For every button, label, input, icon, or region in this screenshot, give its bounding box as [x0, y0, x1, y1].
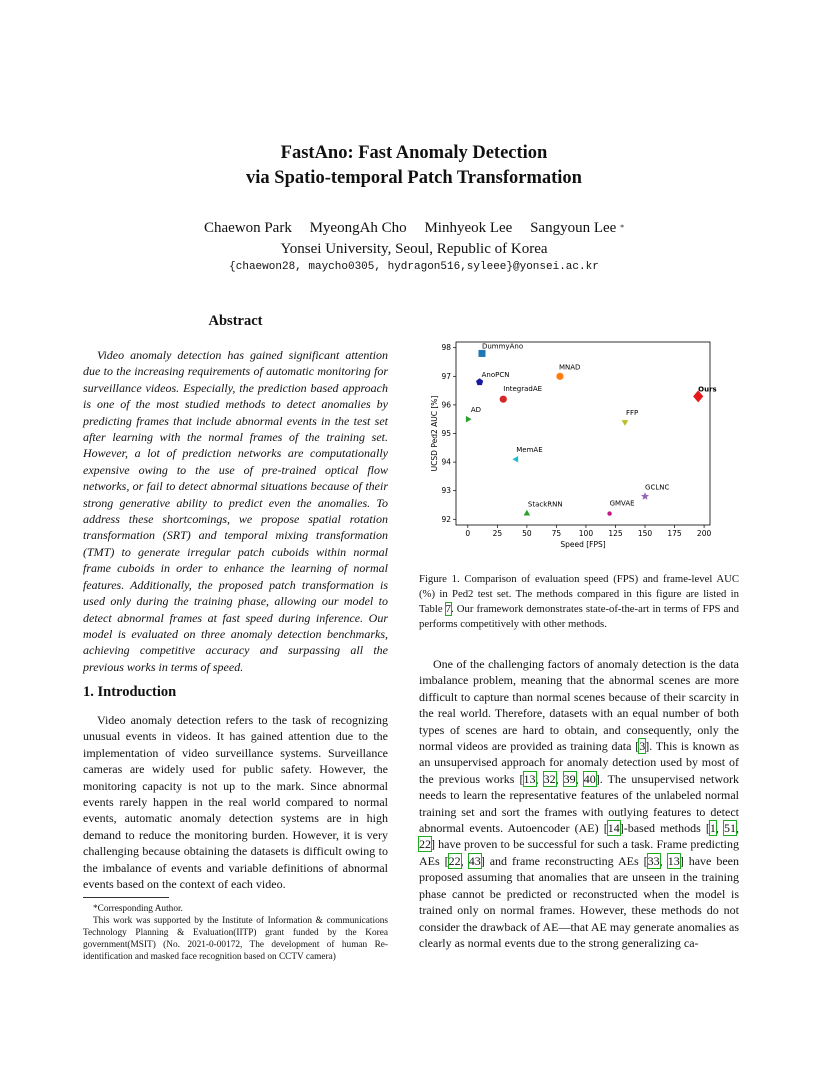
author-block: [0, 218, 828, 260]
x-tick-label: 25: [492, 529, 503, 538]
point-ours-label: Ours: [698, 385, 717, 394]
x-tick-label: 75: [551, 529, 562, 538]
x-tick-label: 100: [578, 529, 594, 538]
author-1: Chaewon Park: [203, 220, 292, 236]
citation-link[interactable]: 39: [563, 771, 576, 786]
point-gmvae-label: GMVAE: [609, 499, 635, 508]
y-tick-label: 92: [441, 514, 451, 524]
chart-marks: [466, 342, 717, 515]
citation-link[interactable]: 13: [667, 853, 680, 868]
citation-link[interactable]: 3: [639, 739, 646, 754]
y-tick-label: 93: [441, 486, 451, 496]
point-memae-marker: [512, 456, 518, 463]
point-gclnc-label: GCLNC: [645, 483, 670, 492]
point-ad-marker: [466, 416, 472, 423]
point-integradae-label: IntegradAE: [503, 385, 543, 394]
title-line-2: via Spatio-temporal Patch Transformation: [246, 168, 582, 188]
x-tick-label: 200: [696, 529, 712, 538]
point-mnad-label: MNAD: [558, 363, 581, 372]
corresponding-mark: *: [620, 223, 625, 232]
x-tick-label: 0: [465, 529, 471, 538]
point-gclnc-marker: [641, 492, 649, 500]
citation-link[interactable]: 33: [647, 853, 660, 868]
point-gmvae-marker: [607, 511, 611, 515]
footnotes: [83, 903, 388, 963]
introduction-text: Video anomaly detection refers to the task of recognizing unusual events in videos. It has gained attention due to the implementation of video surveillance systems. Surveillance cameras are widely used for public safety. However, the monitoring capacity is not up to the mark. Since abnormal events rarely happen in the real world compared to normal events, automatic anomaly detection systems are in high demand to reduce the monitoring burden. However, it is very challenging because obtaining the datasets is difficult owing to the imbalance of events and variable definitions of abnormal events based on the context of each video.: [83, 713, 388, 892]
speed-auc-scatter-chart: [428, 336, 728, 558]
title-line-1: FastAno: Fast Anomaly Detection: [280, 143, 548, 163]
table-ref-link[interactable]: 7: [445, 603, 452, 615]
citation-link[interactable]: 51: [724, 821, 736, 836]
citation-link[interactable]: 43: [468, 853, 481, 868]
point-memae-label: MemAE: [516, 446, 543, 455]
chart-x-axis-label: Speed [FPS]: [560, 540, 606, 549]
author-list: [0, 218, 828, 239]
introduction-heading: 1. Introduction: [83, 684, 177, 700]
citation-link[interactable]: 14: [607, 821, 620, 836]
abstract-heading: Abstract: [208, 313, 263, 329]
y-tick-label: 95: [441, 429, 451, 438]
citation-link[interactable]: 1: [709, 821, 716, 836]
x-tick-label: 50: [522, 529, 532, 538]
figure-1-caption: Figure 1. Comparison of evaluation speed (FPS) and frame-level AUC (%) in Ped2 test set. The methods compared in this figure are listed in Table 7. Our framework demonstrates state-of-the-art in terms of FPS and performs competitively with other methods.: [419, 573, 739, 630]
citation-link[interactable]: 22: [419, 837, 431, 852]
point-stackrnn-marker: [524, 510, 531, 516]
point-dummyano-marker: [478, 350, 485, 357]
chart-frame: [456, 342, 710, 525]
point-ffp-marker: [622, 420, 629, 426]
abstract-text: Video anomaly detection has gained significant attention due to the increasing requirements of automatic monitoring for surveillance videos. Especially, the prediction based approach is one of the most studied methods to detect anomalies by predicting frames that include abnormal events in the test set after learning with the normal frames of the training set. However, a lot of prediction networks are computationally expensive owing to the use of pre-trained optical flow networks, or fail to detect abnormal situations because of their strong generative ability to predict even the anomalies. To address these shortcomings, we propose spatial rotation transformation (SRT) and temporal mixing transformation (TMT) to generate irregular patch cuboids within normal frame cuboids in order to enhance the learning of normal features. Additionally, the proposed patch transformation is used only during the training phase, allowing our model to detect abnormal frames at fast speed during inference. Our model is evaluated on three anomaly detection benchmarks, achieving competitive accuracy and surpassing all the previous works in terms of speed.: [83, 348, 388, 674]
point-mnad-marker: [556, 373, 563, 380]
y-tick-label: 94: [441, 457, 451, 467]
right-column-text: One of the challenging factors of anomaly detection is the data imbalance problem, meaning that the abnormal scenes are more difficult to capture than normal scenes because of their scarcity in the real world. Therefore, datasets with an equal number of both types of scenes are hard to obtain, and consequently, only the normal videos are provided as training data [3]. This is known as an unsupervised approach for anomaly detection used by most of the previous works [13, 32, 39, 40]. The unsupervised network needs to learn the representative features of the unlabeled normal training set and sort the frames with outlying features to detect abnormal events. Autoencoder (AE) [14]-based methods [1, 51, 22] have proven to be successful for such a task. Frame predicting AEs [22, 43] and frame reconstructing AEs [33, 13] have been proposed assuming that anomalies that are unseen in the training phase cannot be predicted or reconstructed when the model is trained only on normal frames. However, these methods do not consider the drawback of AE—that AE may generate anomalies as clearly as normal events due to the strong generalizing ca-: [419, 657, 740, 950]
point-ad-label: AD: [470, 406, 482, 415]
author-emails: {chaewon28, maycho0305, hydragon516,syleee}@yonsei.ac.kr: [229, 261, 599, 273]
y-tick-label: 98: [441, 343, 451, 353]
point-stackrnn-label: StackRNN: [527, 500, 563, 509]
author-2: MyeongAh Cho: [309, 220, 407, 236]
citation-link[interactable]: 22: [448, 853, 461, 868]
citation-link[interactable]: 13: [523, 771, 536, 786]
footnote-funding: This work was supported by the Institute of Information & communications Technology Planning & Evaluation(IITP) grant funded by the Korea government(MSIT) (No. 2021-0-00172, The development of human Re-identification and masked face recognition based on CCTV camera): [83, 916, 388, 962]
author-3: Minhyeok Lee: [424, 220, 513, 236]
x-tick-label: 150: [637, 529, 653, 538]
paper-title: [0, 141, 828, 191]
point-integradae-marker: [500, 396, 507, 403]
footnote-corresponding: *Corresponding Author.: [93, 904, 183, 914]
point-anopcn-label: AnoPCN: [481, 371, 510, 380]
affiliation: Yonsei University, Seoul, Republic of Korea: [280, 241, 548, 257]
x-tick-label: 175: [667, 529, 682, 538]
y-tick-label: 96: [441, 400, 451, 410]
point-anopcn-marker: [476, 378, 483, 385]
author-4: Sangyoun Lee *: [530, 220, 625, 236]
citation-link[interactable]: 40: [583, 771, 596, 786]
x-tick-label: 125: [608, 529, 623, 538]
footnote-rule: [83, 897, 169, 898]
point-dummyano-label: DummyAno: [481, 342, 524, 351]
point-ffp-label: FFP: [625, 409, 639, 418]
chart-y-axis-label: UCSD Ped2 AUC [%]: [430, 395, 439, 472]
y-tick-label: 97: [441, 371, 451, 381]
citation-link[interactable]: 32: [543, 771, 556, 786]
